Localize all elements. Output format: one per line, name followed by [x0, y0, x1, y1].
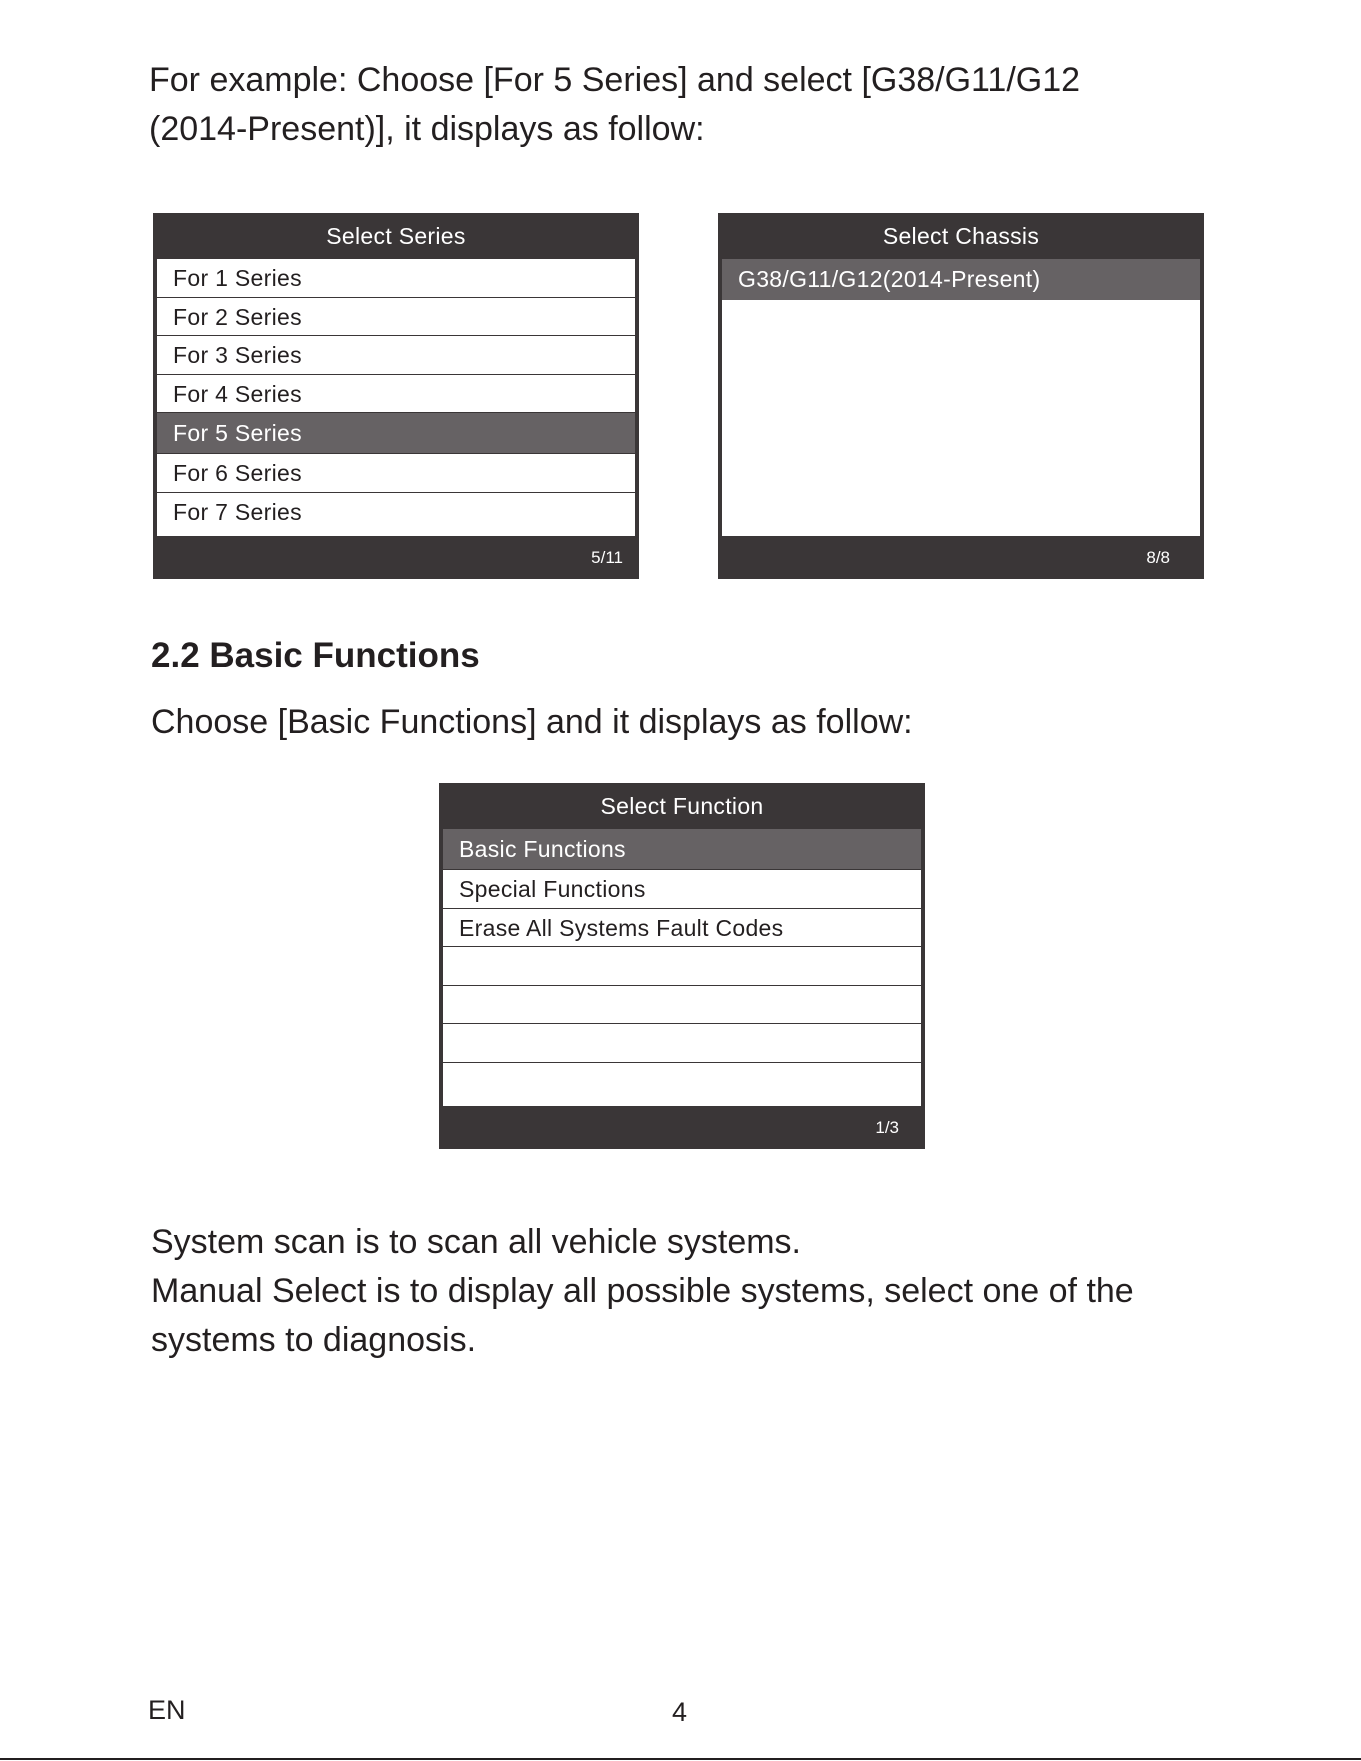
menu-item[interactable]: Special Functions	[443, 870, 921, 909]
menu-item[interactable]: For 2 Series	[157, 298, 635, 337]
menu-item[interactable]	[443, 947, 921, 986]
menu-item[interactable]	[443, 986, 921, 1025]
menu-item[interactable]	[443, 1063, 921, 1102]
page-indicator: 5/11	[591, 548, 623, 567]
bottom-rule	[0, 1758, 1361, 1760]
select-function-screen	[439, 783, 925, 1149]
description-line-1: System scan is to scan all vehicle systems.	[151, 1223, 802, 1261]
section-heading: 2.2 Basic Functions	[151, 636, 480, 675]
page-indicator: 1/3	[875, 1118, 899, 1137]
chassis-list	[722, 259, 1200, 536]
screen-title: Select Chassis	[882, 223, 1040, 249]
intro-paragraph	[149, 56, 1209, 154]
menu-item[interactable]: G38/G11/G12(2014-Present)	[722, 259, 1200, 300]
menu-item[interactable]: For 3 Series	[157, 336, 635, 375]
page-indicator: 8/8	[1146, 548, 1170, 567]
menu-item[interactable]: Erase All Systems Fault Codes	[443, 909, 921, 948]
screen-title: Select Series	[326, 223, 466, 249]
intro-line-2: (2014-Present)], it displays as follow:	[149, 110, 705, 148]
menu-item[interactable]: For 1 Series	[157, 259, 635, 298]
function-list	[443, 829, 921, 1106]
menu-item[interactable]: For 7 Series	[173, 498, 302, 525]
footer-language: EN	[148, 1695, 186, 1725]
screen-title: Select Function	[600, 793, 764, 819]
page-number: 4	[672, 1697, 688, 1727]
select-series-screen	[153, 213, 639, 579]
menu-item[interactable]: Basic Functions	[443, 829, 921, 870]
description-line-2: Manual Select is to display all possible systems, select one of the	[151, 1272, 1134, 1310]
description-line-3: systems to diagnosis.	[151, 1321, 477, 1359]
series-list	[157, 259, 635, 536]
description-paragraph	[151, 1218, 1231, 1365]
choose-paragraph: Choose [Basic Functions] and it displays as follow:	[151, 703, 913, 741]
menu-item[interactable]: For 5 Series	[157, 413, 635, 454]
intro-line-1: For example: Choose [For 5 Series] and select [G38/G11/G12	[149, 61, 1081, 99]
menu-item[interactable]	[443, 1024, 921, 1063]
menu-item[interactable]: For 6 Series	[157, 454, 635, 493]
select-chassis-screen	[718, 213, 1204, 579]
menu-item[interactable]: For 4 Series	[157, 375, 635, 414]
